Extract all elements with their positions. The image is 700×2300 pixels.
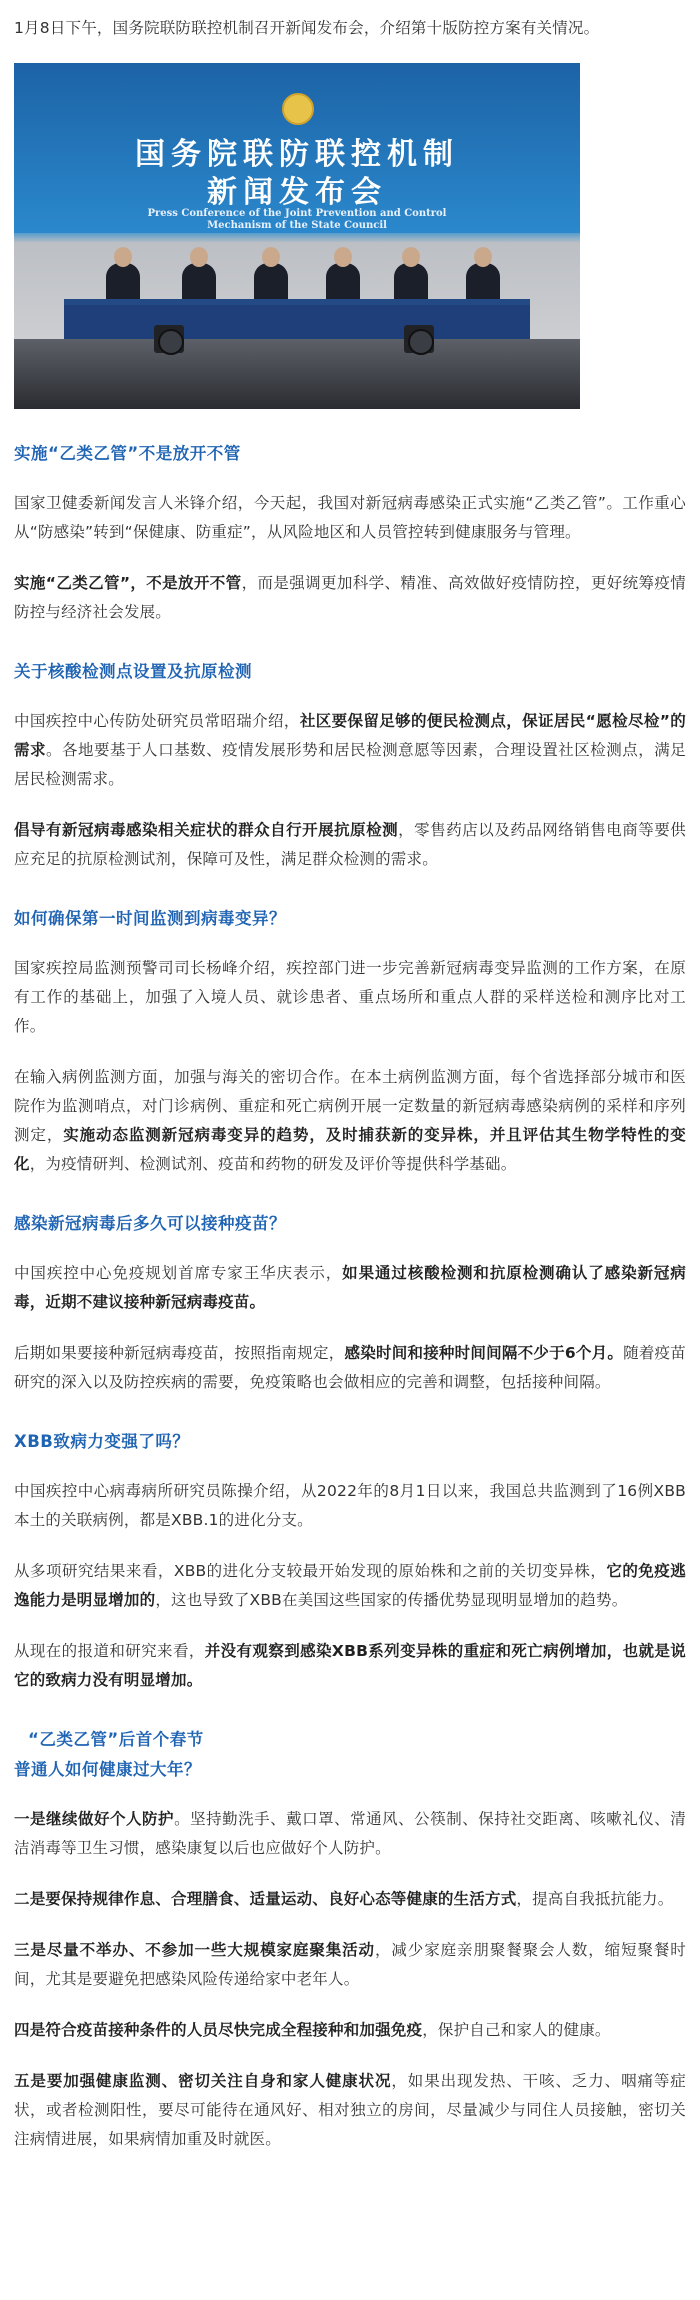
section-heading: 如何确保第一时间监测到病毒变异？ <box>14 909 286 928</box>
press-conference-photo <box>14 63 580 409</box>
text-run: ，零售药店以及药品网络销售电商等要供应充足的抗原检测试剂，保障可及性，满足群众检测的需求。 <box>14 821 686 868</box>
article-section <box>14 659 686 874</box>
text-run: ，提高自我抵抗能力。 <box>516 1890 674 1908</box>
body-paragraph <box>14 707 686 794</box>
bold-text: 实施动态监测新冠病毒变异的趋势，及时捕获新的变异株，并且评估其生物学特性的变化 <box>14 1126 686 1173</box>
camera-lens-icon <box>158 329 184 355</box>
section-subheading: 普通人如何健康过大年？ <box>14 1760 201 1779</box>
article-section <box>14 1727 686 2154</box>
bold-text: 五是要加强健康监测、密切关注自身和家人健康状况 <box>14 2072 392 2090</box>
body-paragraph <box>14 954 686 1041</box>
body-paragraph <box>14 569 686 627</box>
text-run: 在输入病例监测方面，加强与海关的密切合作。在本土病例监测方面，每个省选择部分城市和医院作为监测哨点，对门诊病例、重症和死亡病例开展一定数量的新冠病毒感染病例的采样和序列测定， <box>14 1068 686 1144</box>
body-paragraph <box>14 1885 686 1914</box>
text-run: 。坚持勤洗手、戴口罩、常通风、公筷制、保持社交距离、咳嗽礼仪、清洁消毒等卫生习惯，感染康复以后也应做好个人防护。 <box>14 1810 686 1857</box>
body-paragraph <box>14 1637 686 1695</box>
text-run: 从多项研究结果来看，XBB的进化分支较最开始发现的原始株和之前的关切变异株， <box>14 1562 607 1580</box>
body-paragraph <box>14 1557 686 1615</box>
article-section <box>14 906 686 1179</box>
text-run: 后期如果要接种新冠病毒疫苗，按照指南规定， <box>14 1344 345 1362</box>
body-paragraph <box>14 1477 686 1535</box>
text-run: 中国疾控中心病毒病所研究员陈操介绍，从2022年的8月1日以来，我国总共监测到了16例XBB本土的关联病例，都是XBB.1的进化分支。 <box>14 1482 686 1529</box>
section-heading: 实施“乙类乙管”不是放开不管 <box>14 444 241 463</box>
article-sections <box>14 441 686 2154</box>
bold-text: 三是尽量不举办、不参加一些大规模家庭聚集活动 <box>14 1941 375 1959</box>
national-emblem-icon <box>282 93 314 125</box>
text-run: 从现在的报道和研究来看， <box>14 1642 205 1660</box>
bold-text: 二是要保持规律作息、合理膳食、适量运动、良好心态等健康的生活方式 <box>14 1890 517 1908</box>
body-paragraph <box>14 2067 686 2154</box>
text-run: ，减少家庭亲朋聚餐聚会人数，缩短聚餐时间，尤其是要避免把感染风险传递给家中老年人。 <box>14 1941 686 1988</box>
bold-text: 它的免疫逃逸能力是明显增加的 <box>14 1562 686 1609</box>
section-heading: “乙类乙管”后首个春节 <box>28 1730 204 1749</box>
body-paragraph <box>14 2016 686 2045</box>
bold-text: 一是继续做好个人防护 <box>14 1810 175 1828</box>
camera-lens-icon <box>408 329 434 355</box>
text-run: 中国疾控中心免疫规划首席专家王华庆表示， <box>14 1264 343 1282</box>
text-run: 国家疾控局监测预警司司长杨峰介绍，疾控部门进一步完善新冠病毒变异监测的工作方案，在原有工作的基础上，加强了入境人员、就诊患者、重点场所和重点人群的采样送检和测序比对工作。 <box>14 959 686 1035</box>
text-run: 中国疾控中心传防处研究员常昭瑞介绍， <box>14 712 300 730</box>
body-paragraph <box>14 816 686 874</box>
article-section <box>14 1211 686 1397</box>
bold-text: 倡导有新冠病毒感染相关症状的群众自行开展抗原检测 <box>14 821 399 839</box>
section-heading: 关于核酸检测点设置及抗原检测 <box>14 662 252 681</box>
body-paragraph <box>14 1805 686 1863</box>
body-paragraph <box>14 1063 686 1179</box>
article-section <box>14 1429 686 1695</box>
text-run: 。各地要基于人口基数、疫情发展形势和居民检测意愿等因素，合理设置社区检测点，满足居民检测需求。 <box>14 741 686 788</box>
text-run: ，而是强调更加科学、精准、高效做好疫情防控，更好统筹疫情防控与经济社会发展。 <box>14 574 686 621</box>
text-run: ，为疫情研判、检测试剂、疫苗和药物的研发及评价等提供科学基础。 <box>29 1155 517 1173</box>
body-paragraph <box>14 1936 686 1994</box>
body-paragraph <box>14 489 686 547</box>
banner-english-line1: Press Conference of the Joint Prevention and Control <box>147 208 447 219</box>
text-run: 随着疫苗研究的深入以及防控疾病的需要，免疫策略也会做相应的完善和调整，包括接种间隔。 <box>14 1344 686 1391</box>
bold-text: 如果通过核酸检测和抗原检测确认了感染新冠病毒，近期不建议接种新冠病毒疫苗。 <box>14 1264 686 1311</box>
bold-text: 四是符合疫苗接种条件的人员尽快完成全程接种和加强免疫 <box>14 2021 423 2039</box>
audience-crowd <box>14 339 580 409</box>
text-run: ，这也导致了XBB在美国这些国家的传播优势显现明显增加的趋势。 <box>155 1591 628 1609</box>
bold-text: 实施“乙类乙管”，不是放开不管 <box>14 574 242 592</box>
banner-title-line1: 国务院联防联控机制 <box>135 137 459 172</box>
body-paragraph <box>14 1259 686 1317</box>
text-run: ，如果出现发热、干咳、乏力、咽痛等症状，或者检测阳性，要尽可能待在通风好、相对独立的房间，尽量减少与同住人员接触，密切关注病情进展，如果病情加重及时就医。 <box>14 2072 686 2148</box>
bold-text: 社区要保留足够的便民检测点，保证居民“愿检尽检”的需求 <box>14 712 686 759</box>
bold-text: 并没有观察到感染XBB系列变异株的重症和死亡病例增加，也就是说它的致病力没有明显增加。 <box>14 1642 686 1689</box>
banner-title-line2: 新闻发布会 <box>207 175 387 210</box>
section-heading: XBB致病力变强了吗？ <box>14 1432 190 1451</box>
text-run: 国家卫健委新闻发言人米锋介绍，今天起，我国对新冠病毒感染正式实施“乙类乙管”。工作重心从“防感染”转到“保健康、防重症”，从风险地区和人员管控转到健康服务与管理。 <box>14 494 686 541</box>
bold-text: 感染时间和接种时间间隔不少于6个月。 <box>344 1344 624 1362</box>
lead-paragraph: 1月8日下午，国务院联防联控机制召开新闻发布会，介绍第十版防控方案有关情况。 <box>14 19 600 37</box>
text-run: ，保护自己和家人的健康。 <box>422 2021 611 2039</box>
section-heading: 感染新冠病毒后多久可以接种疫苗？ <box>14 1214 286 1233</box>
body-paragraph <box>14 1339 686 1397</box>
banner-english-line2: Mechanism of the State Council <box>207 220 387 231</box>
article-section <box>14 441 686 627</box>
